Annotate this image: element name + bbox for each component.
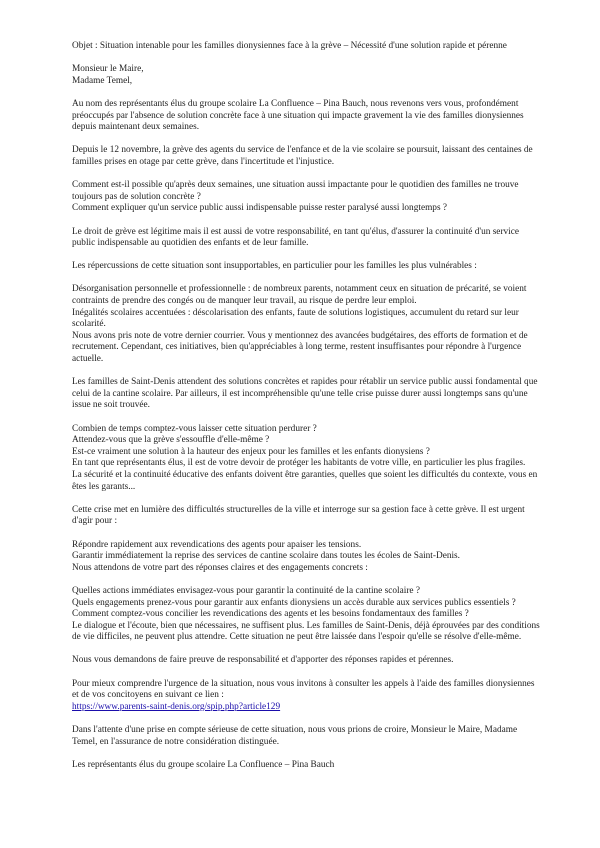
paragraph: Le droit de grève est légitime mais il est aussi de votre responsabilité, en tant qu'élus, d'assurer la continuité d'un service public indispensable au quotidien des enfants et de leur famille.: [72, 226, 520, 249]
list-line: Désorganisation personnelle et professionnelle : de nombreux parents, notamment ceux en situation de précarité, se voient contraints de prendre des congés ou de manquer leur travail, au risque de perdre leur emploi.: [72, 284, 527, 307]
paragraph: Les familles de Saint-Denis attendent des solutions concrètes et rapides pour rétablir un service public aussi fondamental que celui de la cantine scolaire. Par ailleurs, il est incompréhensible qu'une telle crise puisse durer aussi longtemps sans qu'une issue ne soit trouvée.: [72, 377, 538, 411]
salutation: [72, 64, 542, 87]
paragraph-list: [72, 284, 542, 365]
paragraph-with-link: [72, 679, 542, 714]
paragraph: Depuis le 12 novembre, la grève des agents du service de l'enfance et de la vie scolaire se poursuit, laissant des centaines de familles prises en otage par cette grève, dans l'incertitude et l'injustice.: [72, 145, 533, 167]
question-line: Attendez-vous que la grève s'essouffle d'elle-même ?: [72, 435, 270, 446]
paragraph: Les répercussions de cette situation sont insupportables, en particulier pour les familles les plus vulnérables :: [72, 261, 477, 272]
list-line: Inégalités scolaires accentuées : déscolarisation des enfants, faute de solutions logistiques, accumulent du retard sur leur scolarité.: [72, 307, 519, 330]
paragraph-questions: [72, 586, 542, 644]
salutation-line: Monsieur le Maire,: [72, 64, 144, 75]
question-line: Le dialogue et l'écoute, bien que nécessaires, ne suffisent plus. Les familles de Saint-Denis, déjà éprouvées par des conditions de vie difficiles, ne peuvent plus attendre. Cette situation ne peut être laissée dans l'espoir qu'elle se résolve d'elle-même.: [72, 620, 540, 643]
families-appeal-link[interactable]: https://www.parents-saint-denis.org/spip.php?article129: [72, 701, 281, 712]
question-line: La sécurité et la continuité éducative des enfants doivent être garanties, quelles que soient les difficultés du contexte, vous en êtes les garants...: [72, 469, 538, 492]
question-line: En tant que représentants élus, il est de votre devoir de protéger les habitants de votre ville, en particulier les plus fragiles.: [72, 458, 526, 469]
signature: Les représentants élus du groupe scolaire La Confluence – Pina Bauch: [72, 759, 335, 770]
paragraph: Au nom des représentants élus du groupe scolaire La Confluence – Pina Bauch, nous revenons vers vous, profondément préoccupés par l'absence de solution concrète face à une situation qui impacte gravement la vie des familles dionysiennes depuis maintenant deux semaines.: [72, 98, 524, 133]
list-line: Nous attendons de votre part des réponses claires et des engagements concrets :: [72, 562, 368, 573]
question-line: Comment expliquer qu'un service public aussi indispensable puisse rester paralysé aussi longtemps ?: [72, 203, 448, 214]
salutation-line: Madame Temel,: [72, 75, 133, 86]
question-line: Comment comptez-vous concilier les revendications des agents et les besoins fondamentaux des familles ?: [72, 609, 469, 620]
question-line: Comment est-il possible qu'après deux semaines, une situation aussi impactante pour le quotidien des familles ne trouve toujours pas de solution concrète ?: [72, 180, 519, 202]
closing-paragraph: Dans l'attente d'une prise en compte sérieuse de cette situation, nous vous prions de croire, Monsieur le Maire, Madame Temel, en l'assurance de notre considération distinguée.: [72, 725, 518, 747]
link-intro: Pour mieux comprendre l'urgence de la situation, nous vous invitons à consulter les appels à l'aide des familles dionysiennes et de vos concitoyens en suivant ce lien :: [72, 678, 535, 701]
question-line: Est-ce vraiment une solution à la hauteur des enjeux pour les familles et les enfants dionysiens ?: [72, 446, 430, 457]
question-line: Combien de temps comptez-vous laisser cette situation perdurer ?: [72, 423, 317, 434]
list-line: Nous avons pris note de votre dernier courrier. Vous y mentionnez des avancées budgétaires, des efforts de formation et de recrutement. Cependant, ces initiatives, bien qu'appréciables à long terme, restent insuffisantes pour répondre à l'urgence actuelle.: [72, 330, 528, 365]
paragraph: Nous vous demandons de faire preuve de responsabilité et d'apporter des réponses rapides et pérennes.: [72, 655, 454, 666]
paragraph: Cette crise met en lumière des difficultés structurelles de la ville et interroge sur sa gestion face à cette grève. Il est urgent d'agir pour :: [72, 504, 525, 527]
list-line: Garantir immédiatement la reprise des services de cantine scolaire dans toutes les écoles de Saint-Denis.: [72, 551, 461, 562]
question-line: Quels engagements prenez-vous pour garantir aux enfants dionysiens un accès durable aux services publics essentiels ?: [72, 597, 516, 608]
paragraph-questions: [72, 180, 542, 215]
subject-line: Objet : Situation intenable pour les familles dionysiennes face à la grève – Nécessité d'une solution rapide et pérenne: [72, 41, 507, 51]
paragraph-list: [72, 540, 542, 575]
letter-body: [72, 41, 542, 783]
question-line: Quelles actions immédiates envisagez-vous pour garantir la continuité de la cantine scolaire ?: [72, 585, 420, 596]
list-line: Répondre rapidement aux revendications des agents pour apaiser les tensions.: [72, 539, 362, 550]
paragraph-questions: [72, 424, 542, 494]
